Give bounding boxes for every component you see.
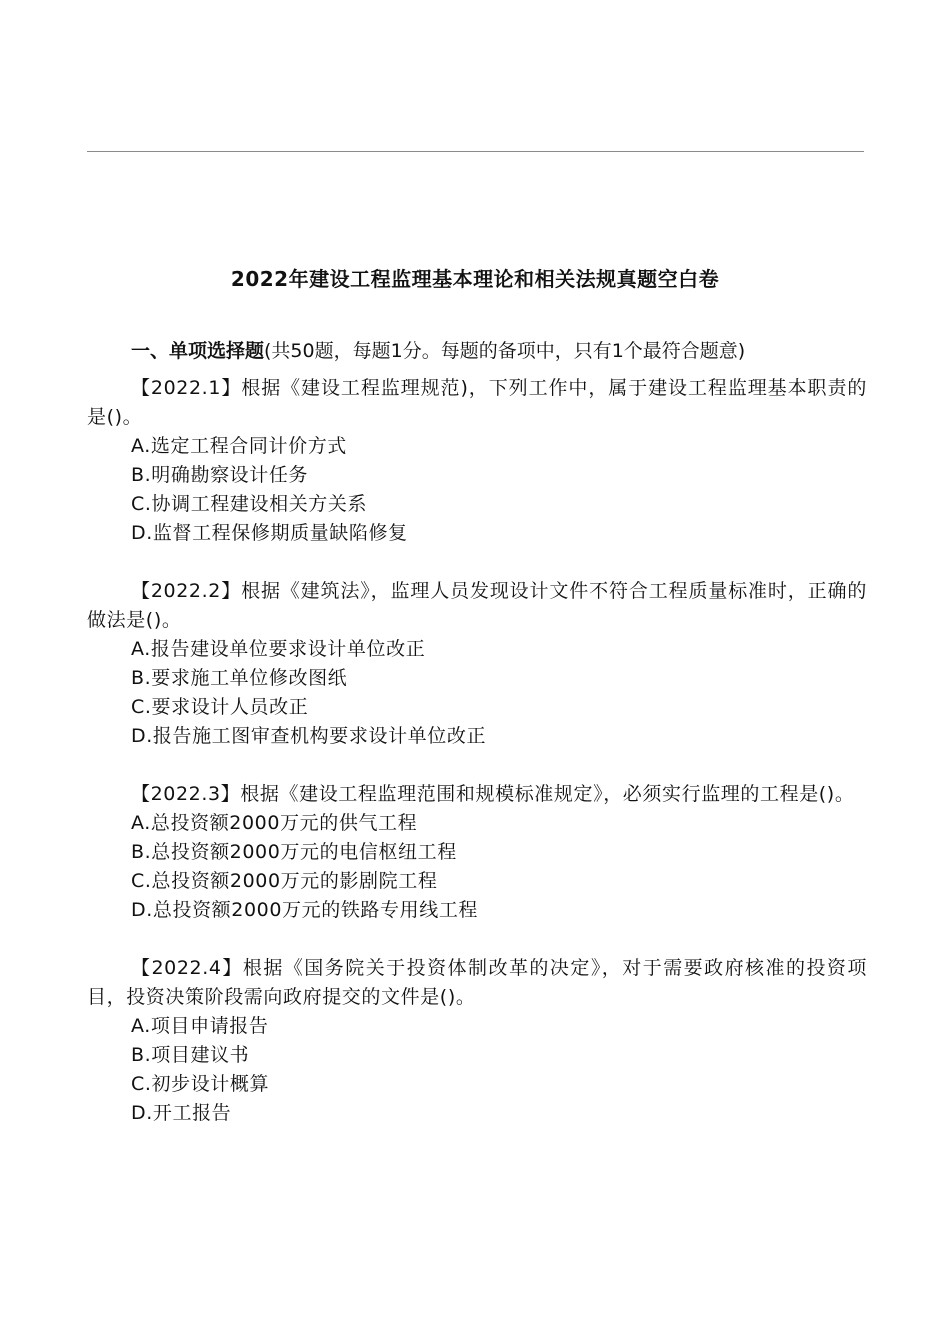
document-title: 2022年建设工程监理基本理论和相关法规真题空白卷 [230, 267, 720, 291]
section-heading [131, 336, 871, 366]
header-rule [87, 151, 864, 152]
section-note: (共50题，每题1分。每题的备项中，只有1个最符合题意) [264, 340, 746, 362]
question-3 [87, 780, 867, 925]
option-c: C.协调工程建设相关方关系 [131, 493, 368, 515]
option-d: D.报告施工图审查机构要求设计单位改正 [131, 725, 487, 747]
question-number: 【2022.4】 [131, 957, 243, 979]
question-list [87, 374, 867, 1157]
question-number: 【2022.1】 [131, 377, 242, 399]
option-a: A.项目申请报告 [131, 1015, 269, 1037]
question-text: 根据《建设工程监理规范)，下列工作中，属于建设工程监理基本职责的是()。 [87, 377, 867, 428]
question-stem [87, 780, 867, 809]
option-c: C.总投资额2000万元的影剧院工程 [131, 870, 438, 892]
question-text: 根据《国务院关于投资体制改革的决定》，对于需要政府核准的投资项目，投资决策阶段需向政府提交的文件是()。 [87, 957, 867, 1008]
option-d: D.总投资额2000万元的铁路专用线工程 [131, 899, 479, 921]
option-d: D.监督工程保修期质量缺陷修复 [131, 522, 408, 544]
option-d: D.开工报告 [131, 1102, 232, 1124]
option-b: B.明确勘察设计任务 [131, 464, 309, 486]
question-1 [87, 374, 867, 548]
question-number: 【2022.2】 [131, 580, 242, 602]
option-b: B.项目建议书 [131, 1044, 250, 1066]
question-text: 根据《建筑法》，监理人员发现设计文件不符合工程质量标准时，正确的做法是()。 [87, 580, 867, 631]
option-a: A.总投资额2000万元的供气工程 [131, 812, 418, 834]
option-a: A.报告建设单位要求设计单位改正 [131, 638, 426, 660]
option-b: B.要求施工单位修改图纸 [131, 667, 348, 689]
question-stem [87, 954, 867, 1012]
question-number: 【2022.3】 [131, 783, 241, 805]
section-title: 一、单项选择题 [131, 340, 265, 362]
question-2 [87, 577, 867, 751]
question-text: 根据《建设工程监理范围和规模标准规定》，必须实行监理的工程是()。 [240, 783, 855, 805]
question-4 [87, 954, 867, 1128]
option-b: B.总投资额2000万元的电信枢纽工程 [131, 841, 457, 863]
option-c: C.要求设计人员改正 [131, 696, 309, 718]
option-a: A.选定工程合同计价方式 [131, 435, 347, 457]
question-stem [87, 374, 867, 432]
option-c: C.初步设计概算 [131, 1073, 270, 1095]
question-stem [87, 577, 867, 635]
